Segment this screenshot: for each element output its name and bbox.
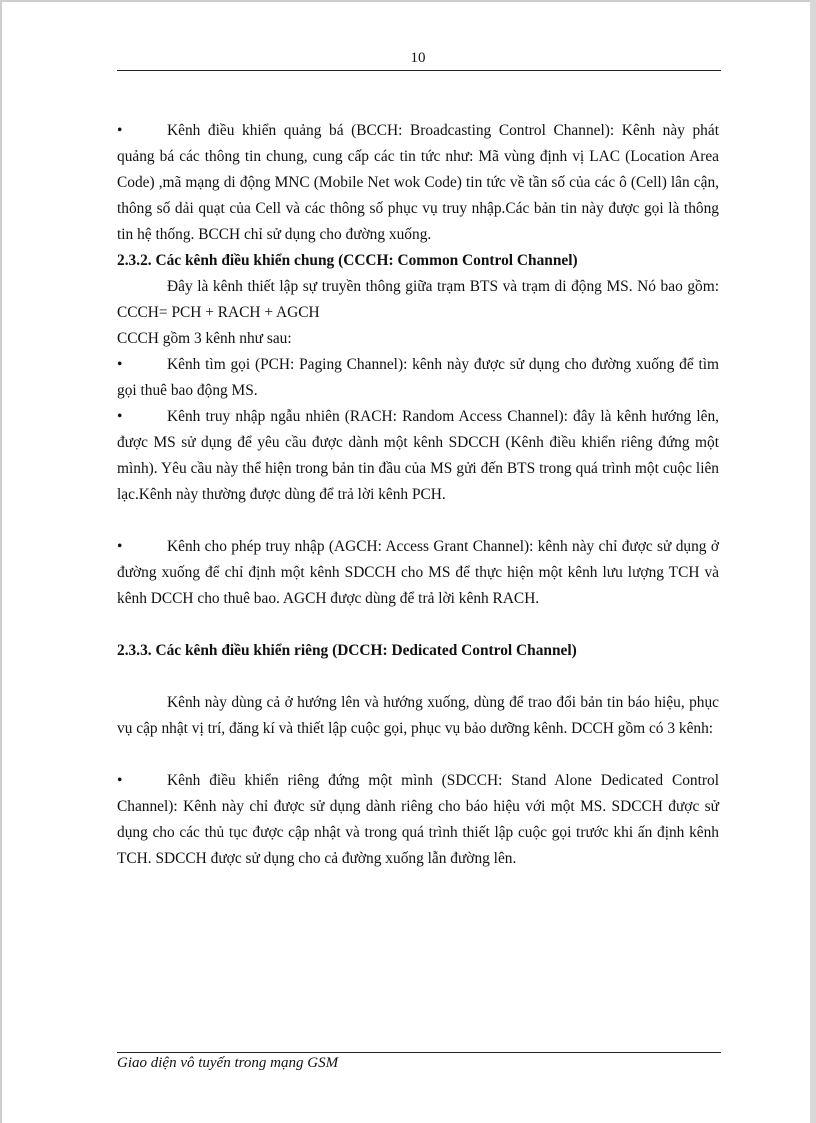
bullet-bcch-text: Kênh điều khiển quảng bá (BCCH: Broadcasting Control Channel): Kênh này phát quảng bá các thông tin chung, cung cấp các tin tức như: Mã vùng định vị LAC (Location Area Code) ,mã mạng di động MNC (Mobile Net wok Code) tin tức về tần số của các ô (Cell) lân cận, thông số dải quạt của Cell và các thông số phục vụ truy nhập.Các bản tin này được gọi là thông tin hệ thống. BCCH chỉ sử dụng cho đường xuống. <box>117 122 719 243</box>
bullet-sdcch-text: Kênh điều khiển riêng đứng một mình (SDCCH: Stand Alone Dedicated Control Channel): Kênh này chỉ được sử dụng dành riêng cho báo hiệu với một MS. SDCCH được sử dụng cho các thủ tục được cập nhật và trong quá trình thiết lập cuộc gọi trước khi ấn định kênh TCH. SDCCH được sử dụng cho cả đường xuống lẫn đường lên. <box>117 772 719 867</box>
spacer <box>117 508 719 534</box>
page-number: 10 <box>410 50 426 66</box>
bullet-icon: • <box>117 356 123 373</box>
bullet-icon: • <box>117 538 123 555</box>
page-body <box>117 118 719 872</box>
footer-rule <box>117 1052 721 1053</box>
paragraph-ccch-intro: Đây là kênh thiết lập sự truyền thông giữa trạm BTS và trạm di động MS. Nó bao gồm: CCCH= PCH + RACH + AGCH <box>117 278 719 321</box>
footer-title: Giao diện vô tuyến trong mạng GSM <box>117 1055 339 1071</box>
header-rule <box>117 70 721 71</box>
bullet-pch-text: Kênh tìm gọi (PCH: Paging Channel): kênh này được sử dụng cho đường xuống để tìm gọi thuê bao động MS. <box>117 356 719 399</box>
bullet-icon: • <box>117 122 123 139</box>
bullet-icon: • <box>117 772 123 789</box>
spacer <box>117 664 719 690</box>
section-heading-2-3-2: 2.3.2. Các kênh điều khiển chung (CCCH: Common Control Channel) <box>117 252 578 269</box>
page-shadow <box>810 0 816 1123</box>
paragraph-ccch-list: CCCH gồm 3 kênh như sau: <box>117 330 292 347</box>
bullet-icon: • <box>117 408 123 425</box>
bullet-sdcch <box>117 768 719 872</box>
bullet-bcch <box>117 118 719 248</box>
bullet-agch <box>117 534 719 612</box>
section-heading-2-3-3: 2.3.3. Các kênh điều khiển riêng (DCCH: Dedicated Control Channel) <box>117 642 577 659</box>
spacer <box>117 742 719 768</box>
bullet-rach-text: Kênh truy nhập ngẫu nhiên (RACH: Random Access Channel): đây là kênh hướng lên, được MS sử dụng để yêu cầu được dành một kênh SDCCH (Kênh điều khiển riêng đứng một mình). Yêu cầu này thể hiện trong bản tin đầu của MS gửi đến BTS trong quá trình một cuộc liên lạc.Kênh này thường được dùng để trả lời kênh PCH. <box>117 408 719 503</box>
bullet-pch <box>117 352 719 404</box>
paragraph-dcch-intro: Kênh này dùng cả ở hướng lên và hướng xuống, dùng để trao đổi bản tin báo hiệu, phục vụ cập nhật vị trí, đăng kí và thiết lập cuộc gọi, phục vụ bảo dưỡng kênh. DCCH gồm có 3 kênh: <box>117 694 719 737</box>
bullet-agch-text: Kênh cho phép truy nhập (AGCH: Access Grant Channel): kênh này chỉ được sử dụng ở đường xuống để chỉ định một kênh SDCCH cho MS để thực hiện một kênh lưu lượng TCH và kênh DCCH cho thuê bao. AGCH được dùng để trả lời kênh RACH. <box>117 538 719 607</box>
bullet-rach <box>117 404 719 508</box>
spacer <box>117 612 719 638</box>
